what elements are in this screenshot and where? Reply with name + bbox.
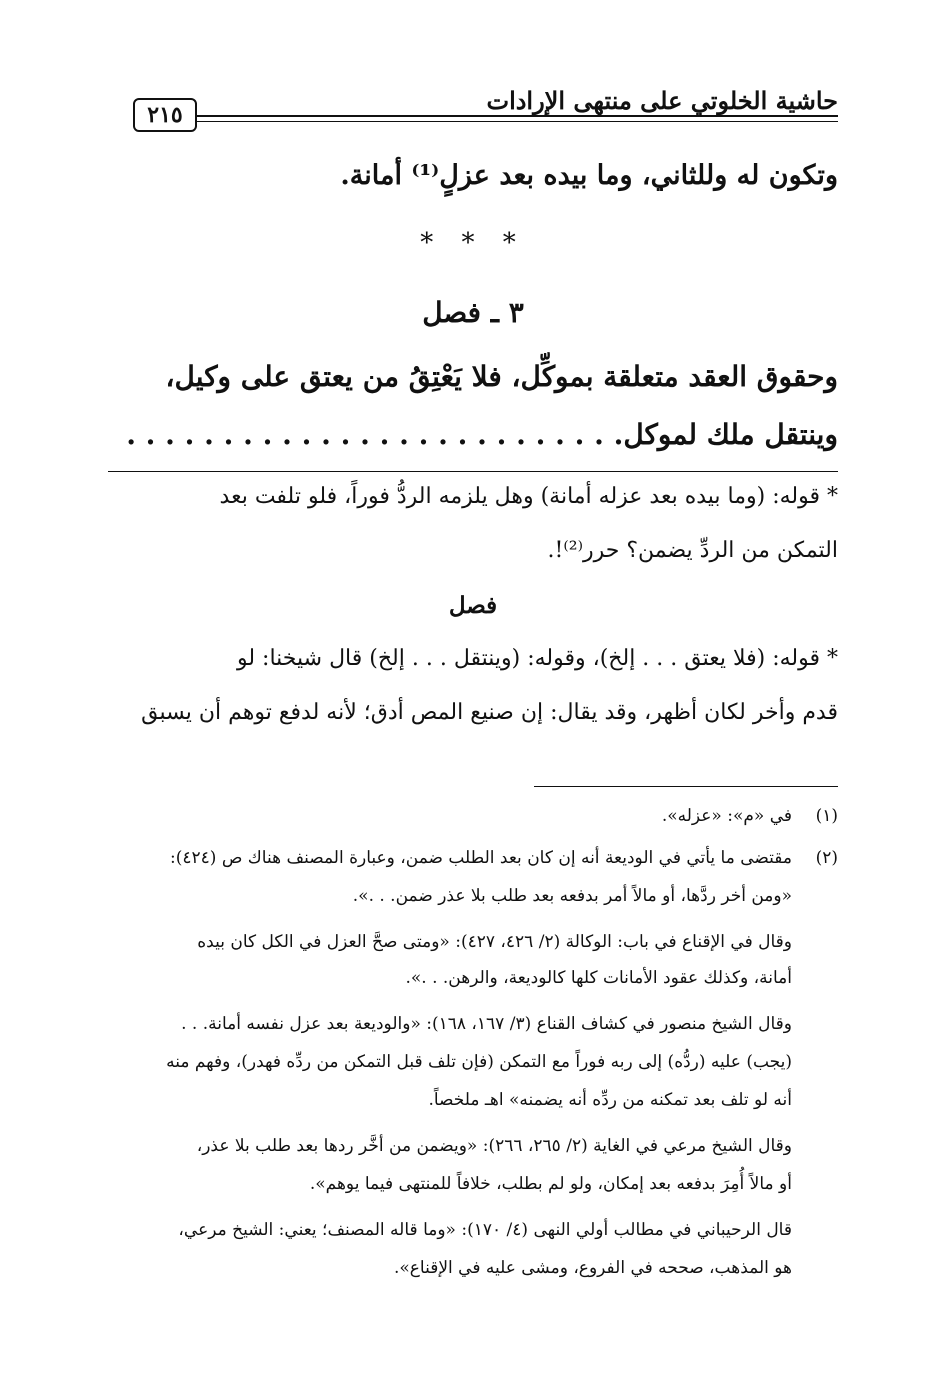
footnote-line: في «م»: «عزله». bbox=[661, 806, 792, 826]
footnote-line: قال الرحيباني في مطالب أولي النهى (٤/ ١٧٠): «وما قاله المصنف؛ يعني: الشيخ مرعي، bbox=[178, 1220, 792, 1240]
commentary-line: * قوله: (فلا يعتق . . . إلخ)، وقوله: (وينتقل . . . إلخ) قال شيخنا: لو bbox=[236, 646, 838, 671]
main-text-line: وتكون له وللثاني، وما بيده بعد عزلٍ⁽¹⁾ أمانة. bbox=[340, 160, 838, 191]
footnote-line: وقال الشيخ منصور في كشاف القناع (٣/ ١٦٧، ١٦٨): «والوديعة بعد عزل نفسه أمانة. . . bbox=[181, 1014, 792, 1034]
header-rule bbox=[196, 115, 838, 117]
footnote-line: «ومن أخر ردَّها، أو مالاً أمر بدفعه بعد طلب بلا عذر ضمن. . .». bbox=[352, 886, 792, 906]
footnote-line: وقال الشيخ مرعي في الغاية (٢/ ٢٦٥، ٢٦٦): «ويضمن من أخَّر ردها بعد طلب بلا عذر، bbox=[196, 1136, 792, 1156]
footnote-number: (١) bbox=[815, 806, 838, 826]
commentary-line: التمكن من الردِّ يضمن؟ حرر⁽²⁾!. bbox=[547, 538, 838, 563]
footnote-line: أو مالاً أُمِرَ بدفعه بعد إمكان، ولو لم بطلب، خلافاً للمنتهى فيما يوهم». bbox=[309, 1174, 792, 1194]
main-text-line: وحقوق العقد متعلقة بموكِّل، فلا يَعْتِقُ من يعتق على وكيل، bbox=[165, 360, 838, 393]
footnote-line: وقال في الإقناع في باب: الوكالة (٢/ ٤٢٦، ٤٢٧): «ومتى صحَّ العزل في الكل كان بيده bbox=[197, 932, 792, 952]
footnote-line: أمانة، وكذلك عقود الأمانات كلها كالوديعة، والرهن. . .». bbox=[405, 968, 792, 988]
main-text-line: وينتقل ملك لموكل. . . . . . . . . . . . . . . . . . . . . . . . . . bbox=[126, 418, 838, 451]
footnote-line: مقتضى ما يأتي في الوديعة أنه إن كان بعد الطلب ضمن، وعبارة المصنف هناك ص (٤٢٤): bbox=[170, 848, 792, 868]
page-number: ٢١٥ bbox=[133, 98, 197, 132]
footnote-divider bbox=[534, 786, 838, 787]
footnote-line: أنه لو تلف بعد تمكنه من ردِّه أنه يضمنه» اهـ ملخصاً. bbox=[428, 1090, 792, 1110]
header-rule-thin bbox=[196, 121, 838, 122]
section-separator: * * * bbox=[420, 228, 526, 258]
section-heading: ٣ ـ فصل bbox=[422, 296, 524, 329]
footnote-line: (يجب) عليه (ردُّه) إلى ربه فوراً مع التمكن (فإن تلف قبل التمكن من ردِّه فهدر)، وفهم منه bbox=[166, 1052, 792, 1072]
commentary-line: * قوله: (وما بيده بعد عزله أمانة) وهل يلزمه الردُّ فوراً، فلو تلفت بعد bbox=[219, 484, 838, 509]
commentary-heading: فصل bbox=[448, 592, 498, 619]
text-commentary-divider bbox=[108, 471, 838, 472]
footnote-number: (٢) bbox=[815, 848, 838, 868]
commentary-line: قدم وأخر لكان أظهر، وقد يقال: إن صنيع المص أدق؛ لأنه لدفع توهم أن يسبق bbox=[141, 700, 838, 725]
footnote-line: هو المذهب، صححه في الفروع، ومشى عليه في الإقناع». bbox=[393, 1258, 792, 1278]
running-title: حاشية الخلوتي على منتهى الإرادات bbox=[486, 86, 838, 115]
